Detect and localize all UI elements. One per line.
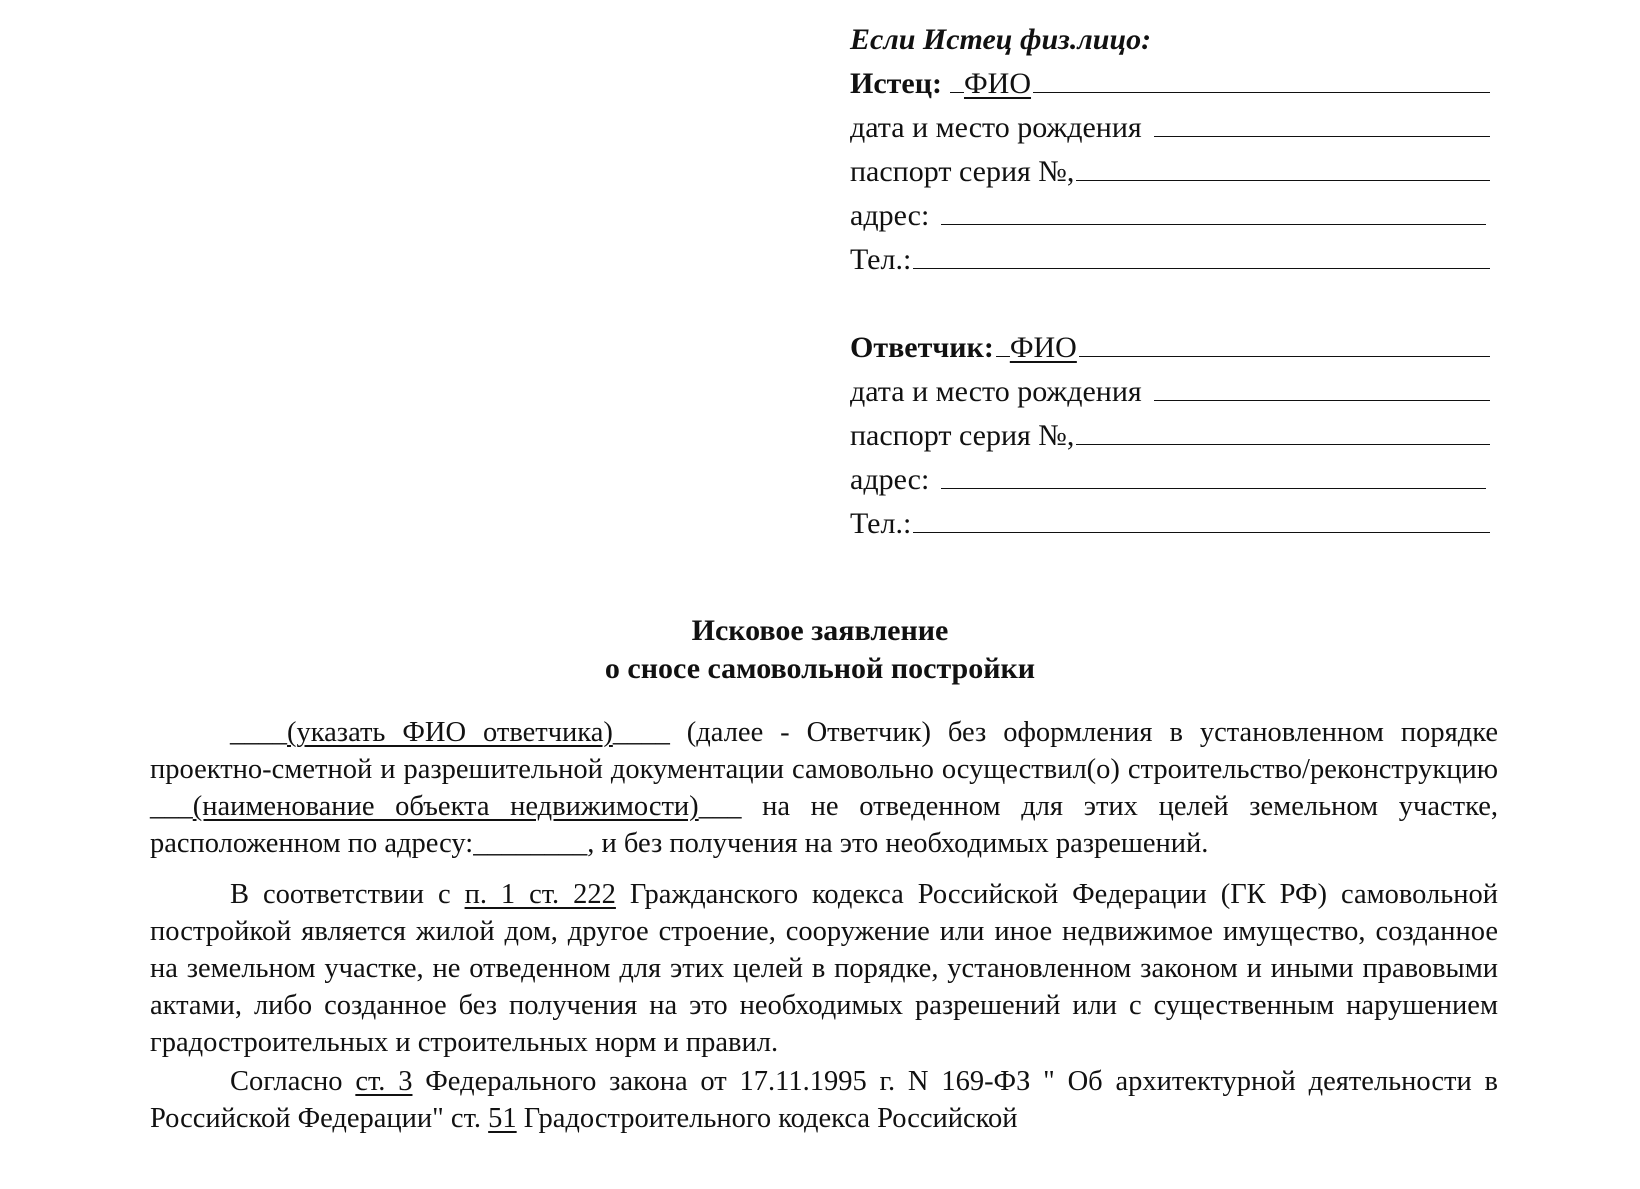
law-reference-link[interactable]: 51: [488, 1103, 517, 1134]
defendant-block: [850, 326, 1490, 546]
plaintiff-passport-blank: [1076, 150, 1490, 181]
defendant-fio-lead-blank: [996, 326, 1010, 357]
text: Градостроительного кодекса Российской: [516, 1103, 1018, 1134]
text: на не отведенном для этих целей земельном участке, расположенном по адресу:: [150, 791, 1498, 859]
plaintiff-fio-lead-blank: [950, 62, 964, 93]
defendant-fio-placeholder: ФИО: [1009, 331, 1077, 364]
defendant-passport-row: [850, 414, 1490, 458]
text: В соответствии с: [230, 879, 465, 910]
plaintiff-phone-blank: [913, 238, 1490, 269]
paragraph-federal-law: [150, 1063, 1498, 1137]
plaintiff-block: [850, 18, 1490, 282]
text: (далее - Ответчик) без оформления в установленном порядке проектно-сметной и разрешительной документации самовольно осуществил(о) строительство/реконструкцию: [150, 717, 1498, 785]
paragraph-legal-definition: [150, 876, 1498, 1061]
plaintiff-phone-row: [850, 238, 1490, 282]
plaintiff-address-row: [850, 194, 1490, 238]
blank: ___: [698, 791, 742, 822]
plaintiff-phone-label: Тел.:: [850, 243, 912, 276]
defendant-label: Ответчик:: [850, 331, 994, 364]
blank: ____: [230, 717, 287, 748]
defendant-fio-row: [850, 326, 1490, 370]
defendant-address-row: [850, 458, 1490, 502]
defendant-birth-label: дата и место рождения: [850, 375, 1142, 408]
text: , и без получения на это необходимых разрешений.: [587, 828, 1209, 859]
document-body: [150, 714, 1498, 1137]
blank: ____: [612, 717, 670, 748]
text: Согласно: [230, 1066, 356, 1097]
defendant-address-label: адрес:: [850, 463, 930, 496]
plaintiff-passport-row: [850, 150, 1490, 194]
plaintiff-fio-row: [850, 62, 1490, 106]
law-reference-link[interactable]: п. 1 ст. 222: [464, 879, 616, 910]
text: Гражданского кодекса Российской Федерации (ГК РФ) самовольной постройкой является жилой дом, другое строение, сооружение или иное недвижимое имущество, созданное на земельном участке, не отведенном для этих целей в порядке, установленном законом и иными правовыми актами, либо созданное без получения на это необходимых разрешений или с существенным нарушением градостроительных и строительных норм и правил.: [150, 879, 1498, 1058]
defendant-phone-row: [850, 502, 1490, 546]
plaintiff-address-blank: [941, 194, 1486, 225]
plaintiff-address-label: адрес:: [850, 199, 930, 232]
plaintiff-label: Истец:: [850, 67, 942, 100]
text: Федерального закона от 17.11.1995 г. N 169-ФЗ " Об архитектурной деятельности в Российской Федерации" ст.: [150, 1066, 1498, 1134]
plaintiff-fio-placeholder: ФИО: [963, 67, 1032, 100]
plaintiff-birth-blank: [1154, 106, 1490, 137]
defendant-name-placeholder: (указать ФИО ответчика): [287, 717, 613, 748]
address-blank: ________: [473, 828, 588, 859]
law-reference-link[interactable]: ст. 3: [355, 1066, 413, 1097]
defendant-address-blank: [941, 458, 1486, 489]
defendant-birth-blank: [1154, 370, 1490, 401]
defendant-fio-blank: [1079, 326, 1490, 357]
defendant-birth-row: [850, 370, 1490, 414]
document-title: Исковое заявление: [691, 614, 949, 647]
paragraph-defendant-actions: [150, 714, 1498, 862]
property-name-placeholder: (наименование объекта недвижимости): [192, 791, 699, 822]
defendant-passport-label: паспорт серия №,: [850, 419, 1075, 452]
plaintiff-fio-blank: [1033, 62, 1490, 93]
defendant-phone-blank: [913, 502, 1490, 533]
plaintiff-birth-row: [850, 106, 1490, 150]
plaintiff-birth-label: дата и место рождения: [850, 111, 1142, 144]
plaintiff-heading: Если Истец физ.лицо:: [850, 23, 1152, 56]
defendant-phone-label: Тел.:: [850, 507, 912, 540]
plaintiff-passport-label: паспорт серия №,: [850, 155, 1075, 188]
blank: ___: [150, 791, 193, 822]
document-subtitle: о сносе самовольной постройки: [604, 652, 1036, 685]
defendant-passport-blank: [1076, 414, 1490, 445]
